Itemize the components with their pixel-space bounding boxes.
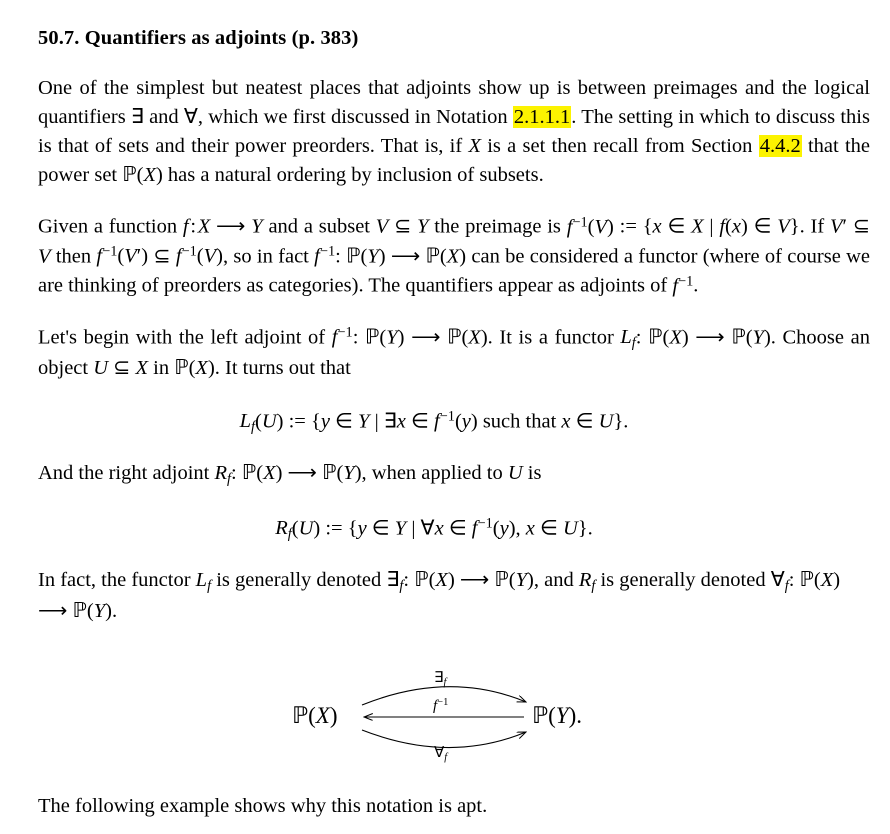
paragraph-intro-part2: . The setting in which to discuss this is that of sets and their power preorders. That is, if	[38, 105, 870, 157]
variable-x: X	[468, 134, 481, 157]
page-title: 50.7. Quantifiers as adjoints (p. 383)	[38, 27, 359, 49]
diagram-label-forall: $\forall_f$	[434, 744, 448, 763]
paragraph-intro-part1: One of the simplest but neatest places that adjoints show up is between preimages and the logical quantifiers ∃ and ∀, which we first discussed in Notation	[38, 76, 870, 128]
paragraph-right-adjoint: And the right adjoint $R_f$: ℙ(X) ⟶ ℙ(Y), when applied to U is	[38, 462, 542, 488]
adjunction-diagram-svg	[284, 660, 624, 770]
paragraph-preimage: Given a function f : X ⟶ Y and a subset V ⊆ Y the preimage is $f^{-1}(V)$ := {x ∈ X | f(x) ∈ V}. If V′ ⊆ V then $f^{-1}(V')$ ⊆ $f^{-1}(V)$, so in fact $f^{-1}$: ℙ(Y) ⟶ ℙ(X) can be considered a functor (where of course we are thinking of preorders as categories). The quantifiers appear as adjoints of $f^{-1}$.	[38, 214, 871, 297]
diagram-label-exists: $\exists_f$	[434, 669, 447, 688]
paragraph-intro-part3: is a set then recall from Section	[480, 134, 759, 157]
diagram-right-node: ℙ(Y).	[532, 702, 583, 728]
reference-section-442: 4.4.2	[759, 134, 801, 157]
paragraph-intro-part4: that the power set ℙ(	[38, 134, 870, 186]
paragraph-closing: The following example shows why this notation is apt.	[38, 794, 488, 817]
document-content	[38, 26, 870, 821]
paragraph-left-adjoint: Let's begin with the left adjoint of $f^{-1}$: ℙ(Y) ⟶ ℙ(X). It is a functor $L_f$: ℙ(X) ⟶ ℙ(Y). Choose an object U ⊆ X in ℙ(X). It turns out that	[38, 324, 870, 379]
paragraph-intro-part5: ) has a natural ordering by inclusion of subsets.	[155, 163, 544, 186]
equation-right-adjoint: $R_f(U)$ := {y ∈ Y | ∀x ∈ $f^{-1}(y)$, x ∈ U}.	[275, 515, 593, 543]
diagram-left-node: ℙ(X)	[292, 702, 338, 728]
equation-left-adjoint: $L_f(U)$ := {y ∈ Y | ∃x ∈ $f^{-1}(y)$ such that x ∈ U}.	[239, 408, 629, 436]
paragraph-intro	[38, 74, 870, 190]
variable-x-2: X	[143, 163, 156, 186]
paragraph-notation: In fact, the functor $L_f$ is generally denoted $\exists_f$: ℙ(X) ⟶ ℙ(Y), and $R_f$ is generally denoted $\forall_f$: ℙ(X) ⟶ ℙ(Y).	[38, 569, 841, 622]
diagram-label-preimage: $f^{-1}$	[433, 696, 449, 714]
adjunction-diagram	[38, 660, 870, 770]
reference-notation-2111: 2.1.1.1	[513, 105, 571, 128]
